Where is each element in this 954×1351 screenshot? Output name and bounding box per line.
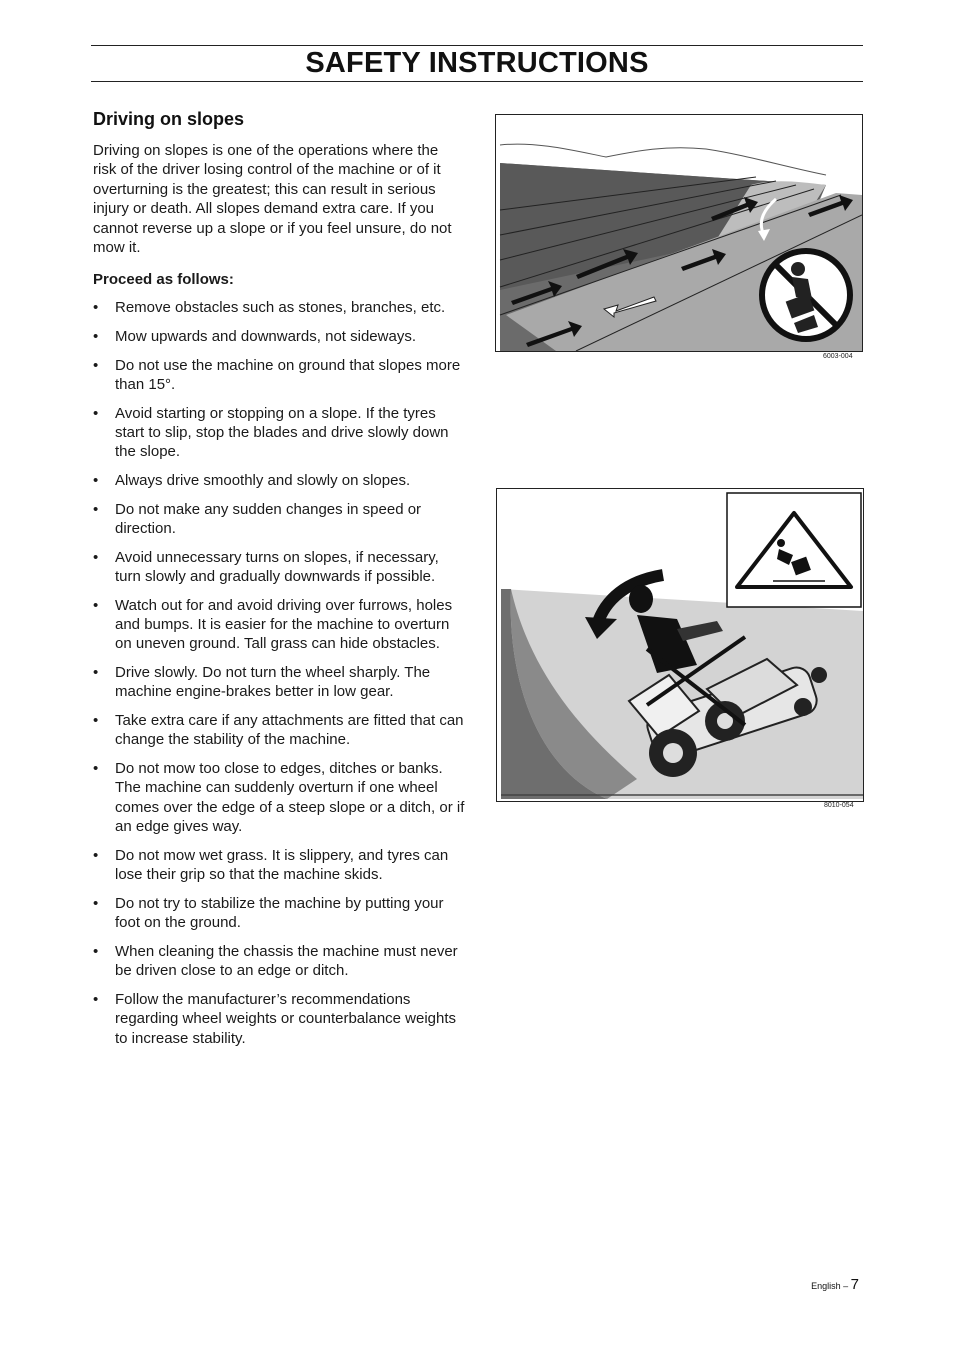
- header-bottom-rule: [91, 81, 863, 82]
- overturn-warning-illustration: [496, 488, 864, 802]
- instructions-column: [93, 109, 465, 1057]
- list-item: • Follow the manufacturer’s recommendations regarding wheel weights or counterbalance weights to increase stability.: [93, 990, 465, 1048]
- footer-language: English –: [811, 1281, 849, 1291]
- page-number: 7: [850, 1276, 859, 1293]
- list-item: • Mow upwards and downwards, not sideways.: [93, 327, 465, 346]
- section-heading: Driving on slopes: [93, 109, 245, 129]
- figure-code-2: 8010-054: [824, 802, 854, 809]
- header-top-rule: [91, 45, 863, 46]
- list-item: • Avoid starting or stopping on a slope. If the tyres start to slip, stop the blades and drive slowly down the slope.: [93, 404, 465, 462]
- list-item: • Take extra care if any attachments are fitted that can change the stability of the machine.: [93, 711, 465, 750]
- list-item: • Always drive smoothly and slowly on slopes.: [93, 471, 465, 490]
- instruction-list: [93, 298, 465, 1048]
- list-item: • Do not mow wet grass. It is slippery, and tyres can lose their grip so that the machine skids.: [93, 846, 465, 885]
- list-item: • Do not make any sudden changes in speed or direction.: [93, 500, 465, 539]
- list-item: • Do not mow too close to edges, ditches or banks. The machine can suddenly overturn if one wheel comes over the edge of a steep slope or a ditch, or if an edge gives way.: [93, 759, 465, 837]
- list-item: • Do not use the machine on ground that slopes more than 15°.: [93, 356, 465, 395]
- slope-mowing-drawing: [496, 115, 862, 351]
- page-title: SAFETY INSTRUCTIONS: [305, 47, 649, 79]
- list-item: • When cleaning the chassis the machine must never be driven close to an edge or ditch.: [93, 942, 465, 981]
- list-item: • Do not try to stabilize the machine by putting your foot on the ground.: [93, 894, 465, 933]
- list-item: • Remove obstacles such as stones, branches, etc.: [93, 298, 465, 317]
- list-item: • Drive slowly. Do not turn the wheel sharply. The machine engine-brakes better in low gear.: [93, 663, 465, 702]
- list-item: • Avoid unnecessary turns on slopes, if necessary, turn slowly and gradually downwards if possible.: [93, 548, 465, 587]
- intro-paragraph: Driving on slopes is one of the operations where the risk of the driver losing control of the machine or of it overturning is the greatest; this can result in serious injury or death. All slopes demand extra care. If you cannot reverse up a slope or if you feel unsure, do not mow it.: [93, 142, 452, 257]
- slope-mowing-illustration: [495, 114, 863, 352]
- list-item: • Watch out for and avoid driving over furrows, holes and bumps. It is easier for the machine to overturn on uneven ground. Tall grass can hide obstacles.: [93, 596, 465, 654]
- page-footer: [811, 1276, 859, 1293]
- figure-code-1: 6003-004: [823, 353, 853, 360]
- overturn-drawing: [497, 489, 863, 801]
- proceed-subheading: Proceed as follows:: [93, 271, 234, 289]
